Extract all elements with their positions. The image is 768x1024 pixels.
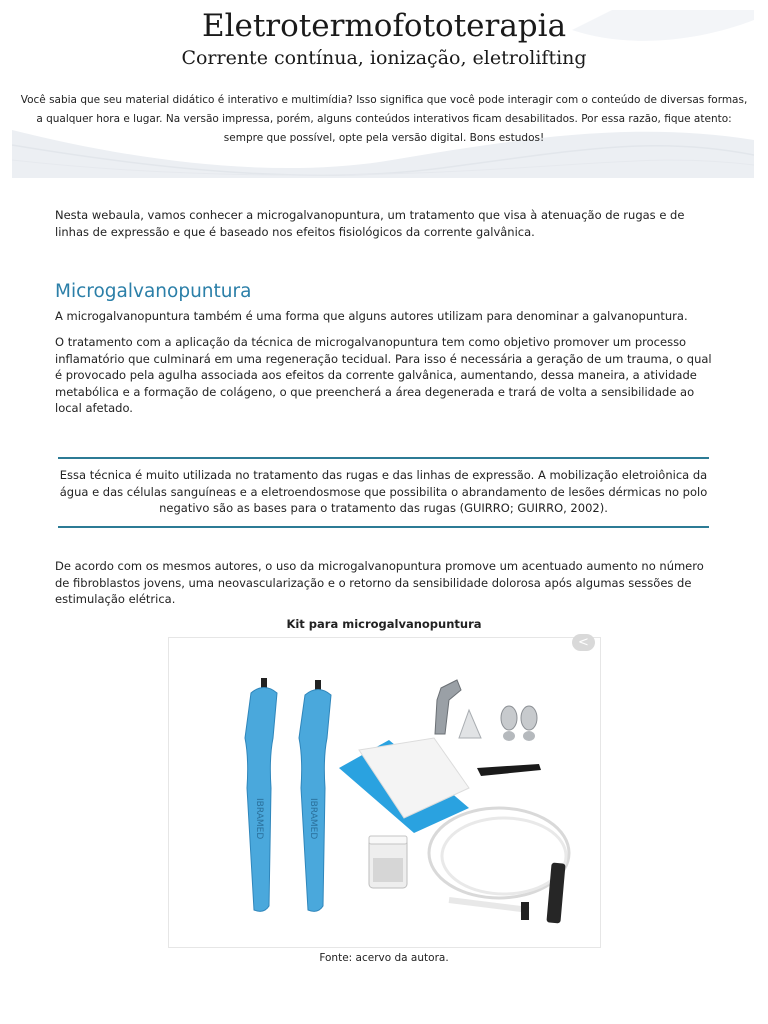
electrode-handle-left [245,678,277,911]
paragraph-effects: De acordo com os mesmos autores, o uso da microgalvanopuntura promove um acentuado aumento no número de fibroblastos jovens, uma neovascularização e o retorno da sensibilidade dolorosa após algumas sessões de estimulação elétrica. [55,559,704,606]
sponge-pad [339,738,469,833]
blockquote: Essa técnica é muito utilizada no tratamento das rugas e das linhas de expressão. A mobilização eletroiônica da água e das células sanguíneas e a eletroendosmose que possibilita o abrandamento de lesões dérmicas no polo negativo são as bases para o tratamento das rugas (GUIRRO; GUIRRO, 2002). [59,468,708,515]
electrode-handle-right [299,680,331,911]
kit-illustration [169,638,600,947]
electrode-cable [429,808,569,898]
quote-rule-top [58,457,709,459]
paragraph-definition: A microgalvanopuntura também é uma forma que alguns autores utilizam para denominar a galvanopuntura. [55,309,688,323]
intro-text: Você sabia que seu material didático é interativo e multimídia? Isso significa que você pode interagir com o conteúdo de diversas formas, a qualquer hora e lugar. Na versão impressa, porém, alguns conteúdos interativos ficam desabilitados. Por essa razão, fique atento: sempre que possível, opte pela versão digital. Bons estudos! [20,94,748,144]
carousel-prev-button[interactable]: < [572,634,595,651]
metal-tips [435,680,537,741]
section-heading: Microgalvanopuntura [55,281,252,302]
banana-connector [546,863,565,924]
page-subtitle: Corrente contínua, ionização, eletrolifting [181,47,587,69]
paragraph-treatment: O tratamento com a aplicação da técnica de microgalvanopuntura tem como objetivo promover um processo inflamatório que culminará em uma regeneração tecidual. Para isso é necessária a geração de um trauma, o qual é provocado pela agulha associada aos efeitos da corrente galvânica, aumentando, dessa maneira, a atividade metabólica e a formação de colágeno, o que preencherá a área degenerada e trará de volta a sensibilidade ao local afetado. [55,335,712,415]
figure-caption: Fonte: acervo da autora. [319,952,449,964]
page-title: Eletrotermofototerapia [201,8,567,44]
alligator-clip [477,764,541,776]
plug-tip [521,902,529,920]
cable-plug [449,900,529,910]
gel-jar [369,836,407,888]
electrode-brand-left: IBRAMED [254,798,264,840]
quote-rule-bottom [58,526,709,528]
lead-paragraph: Nesta webaula, vamos conhecer a microgalvanopuntura, um tratamento que visa à atenuação de rugas e de linhas de expressão e que é baseado nos efeitos fisiológicos da corrente galvânica. [55,208,685,239]
electrode-brand-right: IBRAMED [308,798,318,840]
kit-photo [168,637,601,948]
figure-title: Kit para microgalvanopuntura [286,617,482,631]
